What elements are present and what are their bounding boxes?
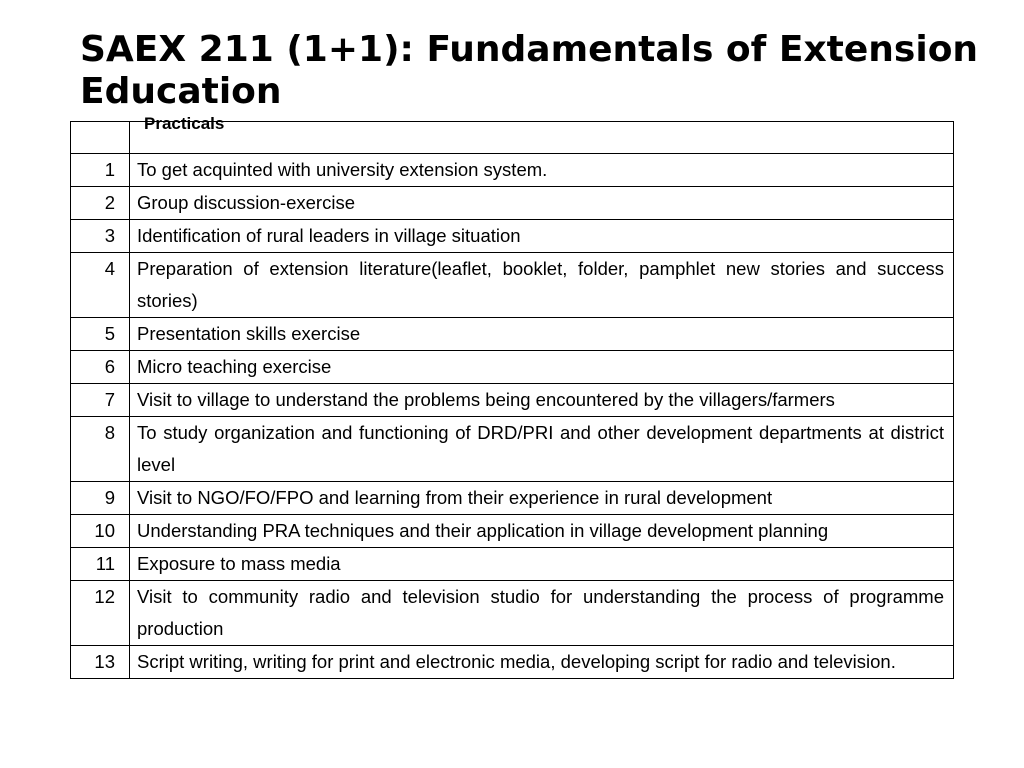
row-description: Visit to community radio and television studio for understanding the process of programme production: [130, 581, 954, 646]
header-number-cell: [71, 122, 130, 154]
table-row: [71, 384, 954, 417]
table-row: [71, 351, 954, 384]
row-number: 5: [71, 318, 130, 351]
row-description: Understanding PRA techniques and their application in village development planning: [130, 515, 954, 548]
row-description: To study organization and functioning of DRD/PRI and other development departments at district level: [130, 417, 954, 482]
row-description: Visit to village to understand the problems being encountered by the villagers/farmers: [130, 384, 954, 417]
table-row: [71, 154, 954, 187]
table-row: [71, 581, 954, 646]
row-number: 7: [71, 384, 130, 417]
practicals-table: [70, 114, 954, 679]
table-row: [71, 318, 954, 351]
row-description: To get acquinted with university extension system.: [130, 154, 954, 187]
row-number: 8: [71, 417, 130, 482]
row-description: Identification of rural leaders in village situation: [130, 220, 954, 253]
header-practicals-label: Practicals: [144, 114, 225, 133]
row-description: Presentation skills exercise: [130, 318, 954, 351]
table-row: [71, 417, 954, 482]
row-description: Script writing, writing for print and electronic media, developing script for radio and television.: [130, 646, 954, 679]
row-number: 9: [71, 482, 130, 515]
slide-title: SAEX 211 (1+1): Fundamentals of Extension Education: [80, 29, 979, 112]
row-description: Exposure to mass media: [130, 548, 954, 581]
row-description: Micro teaching exercise: [130, 351, 954, 384]
row-description: Group discussion-exercise: [130, 187, 954, 220]
table-row: [71, 187, 954, 220]
table-row: [71, 515, 954, 548]
row-number: 12: [71, 581, 130, 646]
row-number: 11: [71, 548, 130, 581]
row-number: 6: [71, 351, 130, 384]
table-header-row: [71, 122, 954, 154]
table-row: [71, 253, 954, 318]
table-row: [71, 220, 954, 253]
row-number: 4: [71, 253, 130, 318]
row-number: 13: [71, 646, 130, 679]
table-row: [71, 482, 954, 515]
row-number: 1: [71, 154, 130, 187]
row-description: Preparation of extension literature(leaflet, booklet, folder, pamphlet new stories and success stories): [130, 253, 954, 318]
table-row: [71, 646, 954, 679]
row-number: 10: [71, 515, 130, 548]
row-description: Visit to NGO/FO/FPO and learning from their experience in rural development: [130, 482, 954, 515]
table-row: [71, 548, 954, 581]
row-number: 3: [71, 220, 130, 253]
header-practicals-cell: [130, 114, 954, 154]
row-number: 2: [71, 187, 130, 220]
